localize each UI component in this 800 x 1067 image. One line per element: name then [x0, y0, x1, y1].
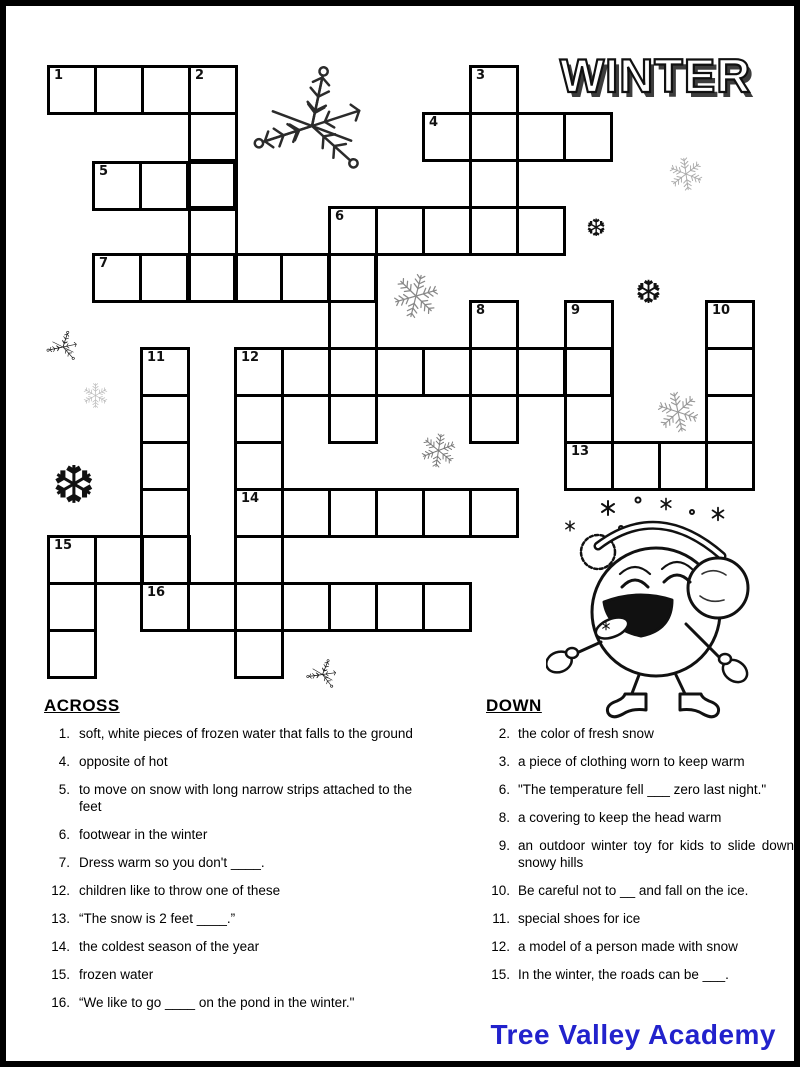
grid-cell[interactable]: [139, 161, 189, 211]
grid-cell[interactable]: [375, 206, 425, 256]
clue-item: [486, 938, 792, 955]
clue-number: 6.: [58, 827, 70, 842]
grid-cell[interactable]: [47, 629, 97, 679]
word-15-down: [47, 535, 97, 676]
grid-cell[interactable]: [469, 65, 519, 115]
clue-item: [44, 781, 444, 815]
grid-cell[interactable]: [328, 253, 378, 303]
grid-cell[interactable]: [375, 488, 425, 538]
cell-number: 14: [241, 491, 260, 506]
clue-item: [486, 725, 792, 742]
brand-text: Tree Valley Academy: [490, 1019, 776, 1050]
grid-cell[interactable]: [92, 161, 142, 211]
clue-number: 3.: [498, 754, 510, 769]
grid-cell[interactable]: [422, 112, 472, 162]
cell-number: 11: [147, 350, 166, 365]
grid-cell[interactable]: [140, 394, 190, 444]
clue-text: In the winter, the roads can be ___.: [518, 967, 729, 982]
cell-number: 8: [476, 303, 486, 318]
clue-text: frozen water: [79, 967, 154, 982]
cell-number: 3: [476, 68, 486, 83]
clue-number: 2.: [498, 726, 510, 741]
snowflake-icon: ❆: [52, 456, 96, 516]
clue-item: [486, 753, 792, 770]
down-clues-section: [486, 696, 792, 994]
clue-item: [44, 910, 444, 927]
clue-text: soft, white pieces of frozen water that falls to the ground: [79, 726, 413, 741]
word-2-down: [188, 65, 238, 300]
clue-number: 16.: [51, 995, 70, 1010]
grid-cell[interactable]: [280, 253, 330, 303]
snowball-character: [546, 492, 764, 724]
grid-cell[interactable]: [141, 65, 191, 115]
clue-item: [486, 781, 792, 798]
grid-cell[interactable]: [705, 441, 755, 491]
grid-cell[interactable]: [328, 300, 378, 350]
clue-number: 7.: [58, 855, 70, 870]
snowflake-icon: ❆: [586, 214, 607, 242]
grid-cell[interactable]: [469, 112, 519, 162]
grid-cell[interactable]: [328, 347, 378, 397]
cell-number: 15: [54, 538, 73, 553]
grid-cell[interactable]: [516, 112, 566, 162]
grid-cell[interactable]: [705, 394, 755, 444]
word-9-down: [564, 300, 614, 488]
word-6-down: [328, 206, 378, 441]
grid-cell[interactable]: [234, 347, 284, 397]
clue-number: 15.: [51, 967, 70, 982]
word-8-down: [469, 300, 519, 441]
grid-cell[interactable]: [658, 441, 708, 491]
clue-item: [44, 938, 444, 955]
cell-number: 1: [54, 68, 64, 83]
grid-cell[interactable]: [469, 488, 519, 538]
clue-text: a piece of clothing worn to keep warm: [518, 754, 745, 769]
grid-cell[interactable]: [328, 394, 378, 444]
grid-cell[interactable]: [564, 347, 614, 397]
clue-text: “The snow is 2 feet ____.”: [79, 911, 236, 926]
snowflake-icon: ❆: [635, 273, 662, 311]
page-title: WINTER: [559, 49, 752, 102]
grid-cell[interactable]: [94, 65, 144, 115]
clue-item: [486, 966, 792, 983]
clue-item: [486, 910, 792, 927]
clue-number: 8.: [498, 810, 510, 825]
grid-cell[interactable]: [375, 582, 425, 632]
cell-number: 6: [335, 209, 345, 224]
cell-number: 7: [99, 256, 109, 271]
grid-cell[interactable]: [140, 441, 190, 491]
grid-cell[interactable]: [234, 441, 284, 491]
clue-number: 1.: [58, 726, 70, 741]
across-clues-section: [44, 696, 444, 1022]
grid-cell[interactable]: [705, 300, 755, 350]
clue-item: [44, 826, 444, 843]
grid-cell[interactable]: [188, 206, 238, 256]
grid-cell[interactable]: [469, 347, 519, 397]
grid-cell[interactable]: [234, 535, 284, 585]
grid-cell[interactable]: [94, 535, 144, 585]
grid-cell[interactable]: [375, 347, 425, 397]
cell-number: 9: [571, 303, 581, 318]
word-10-down: [705, 300, 755, 488]
clue-text: footwear in the winter: [79, 827, 208, 842]
clue-text: special shoes for ice: [518, 911, 641, 926]
clue-item: [44, 994, 444, 1011]
grid-cell[interactable]: [422, 347, 472, 397]
grid-cell[interactable]: [140, 582, 190, 632]
grid-cell[interactable]: [516, 206, 566, 256]
clue-item: [44, 966, 444, 983]
clue-text: Dress warm so you don't ____.: [79, 855, 265, 870]
clue-text: a covering to keep the head warm: [518, 810, 722, 825]
clue-number: 6.: [498, 782, 510, 797]
cell-number: 10: [712, 303, 731, 318]
grid-cell[interactable]: [564, 441, 614, 491]
grid-cell[interactable]: [140, 488, 190, 538]
grid-cell[interactable]: [234, 582, 284, 632]
grid-cell[interactable]: [469, 300, 519, 350]
grid-cell[interactable]: [139, 253, 189, 303]
clue-text: the color of fresh snow: [518, 726, 654, 741]
down-heading: DOWN: [486, 696, 542, 715]
clue-text: an outdoor winter toy for kids to slide down snowy hills: [518, 838, 794, 870]
clue-number: 10.: [491, 883, 510, 898]
word-12-across: [234, 347, 610, 397]
clue-number: 4.: [58, 754, 70, 769]
grid-cell[interactable]: [140, 535, 190, 585]
clue-number: 15.: [491, 967, 510, 982]
grid-cell[interactable]: [281, 488, 331, 538]
clue-item: [486, 882, 792, 899]
grid-cell[interactable]: [140, 347, 190, 397]
grid-cell[interactable]: [328, 488, 378, 538]
clue-item: [44, 725, 444, 742]
grid-cell[interactable]: [328, 206, 378, 256]
grid-cell[interactable]: [563, 112, 613, 162]
clue-number: 5.: [58, 782, 70, 797]
clue-number: 13.: [51, 911, 70, 926]
clue-text: Be careful not to __ and fall on the ice.: [518, 883, 749, 898]
clue-number: 11.: [492, 911, 510, 926]
grid-cell[interactable]: [233, 253, 283, 303]
clue-number: 14.: [51, 939, 70, 954]
grid-cell[interactable]: [469, 159, 519, 209]
cell-number: 5: [99, 164, 109, 179]
cell-number: 12: [241, 350, 260, 365]
grid-cell[interactable]: [469, 206, 519, 256]
clue-item: [486, 809, 792, 826]
down-clue-list: [486, 725, 792, 983]
clue-text: a model of a person made with snow: [518, 939, 738, 954]
across-heading: ACROSS: [44, 696, 120, 715]
grid-cell[interactable]: [234, 629, 284, 679]
grid-cell[interactable]: [469, 394, 519, 444]
grid-cell[interactable]: [516, 347, 566, 397]
grid-cell[interactable]: [328, 582, 378, 632]
grid-cell[interactable]: [611, 441, 661, 491]
clue-number: 12.: [51, 883, 70, 898]
cell-number: 4: [429, 115, 439, 130]
grid-cell[interactable]: [188, 253, 238, 303]
grid-cell[interactable]: [422, 206, 472, 256]
word-11-down: [140, 347, 190, 629]
grid-cell[interactable]: [422, 582, 472, 632]
clue-text: “We like to go ____ on the pond in the winter.": [79, 995, 355, 1010]
grid-cell[interactable]: [422, 488, 472, 538]
clue-text: "The temperature fell ___ zero last night.": [518, 782, 767, 797]
grid-cell[interactable]: [234, 488, 284, 538]
clue-text: opposite of hot: [79, 754, 168, 769]
grid-cell[interactable]: [281, 582, 331, 632]
grid-cell[interactable]: [47, 65, 97, 115]
clue-item: [44, 753, 444, 770]
clue-text: children like to throw one of these: [79, 883, 281, 898]
grid-cell[interactable]: [281, 347, 331, 397]
word-3-down: [469, 65, 519, 253]
grid-cell[interactable]: [47, 582, 97, 632]
cell-number: 16: [147, 585, 166, 600]
clue-number: 12.: [491, 939, 510, 954]
grid-cell[interactable]: [47, 535, 97, 585]
cell-number: 13: [571, 444, 590, 459]
word-12-down: [234, 347, 284, 676]
clue-text: to move on snow with long narrow strips attached to the feet: [79, 782, 413, 814]
grid-cell[interactable]: [234, 394, 284, 444]
cell-number: 2: [195, 68, 205, 83]
grid-cell[interactable]: [187, 582, 237, 632]
grid-cell[interactable]: [564, 394, 614, 444]
clue-item: [44, 854, 444, 871]
grid-cell[interactable]: [188, 112, 238, 162]
grid-cell[interactable]: [564, 300, 614, 350]
grid-cell[interactable]: [188, 65, 238, 115]
grid-cell[interactable]: [188, 159, 238, 209]
grid-cell[interactable]: [705, 347, 755, 397]
clue-item: [486, 837, 792, 871]
clue-number: 9.: [498, 838, 510, 853]
grid-cell[interactable]: [92, 253, 142, 303]
across-clue-list: [44, 725, 444, 1011]
clue-item: [44, 882, 444, 899]
clue-text: the coldest season of the year: [79, 939, 260, 954]
